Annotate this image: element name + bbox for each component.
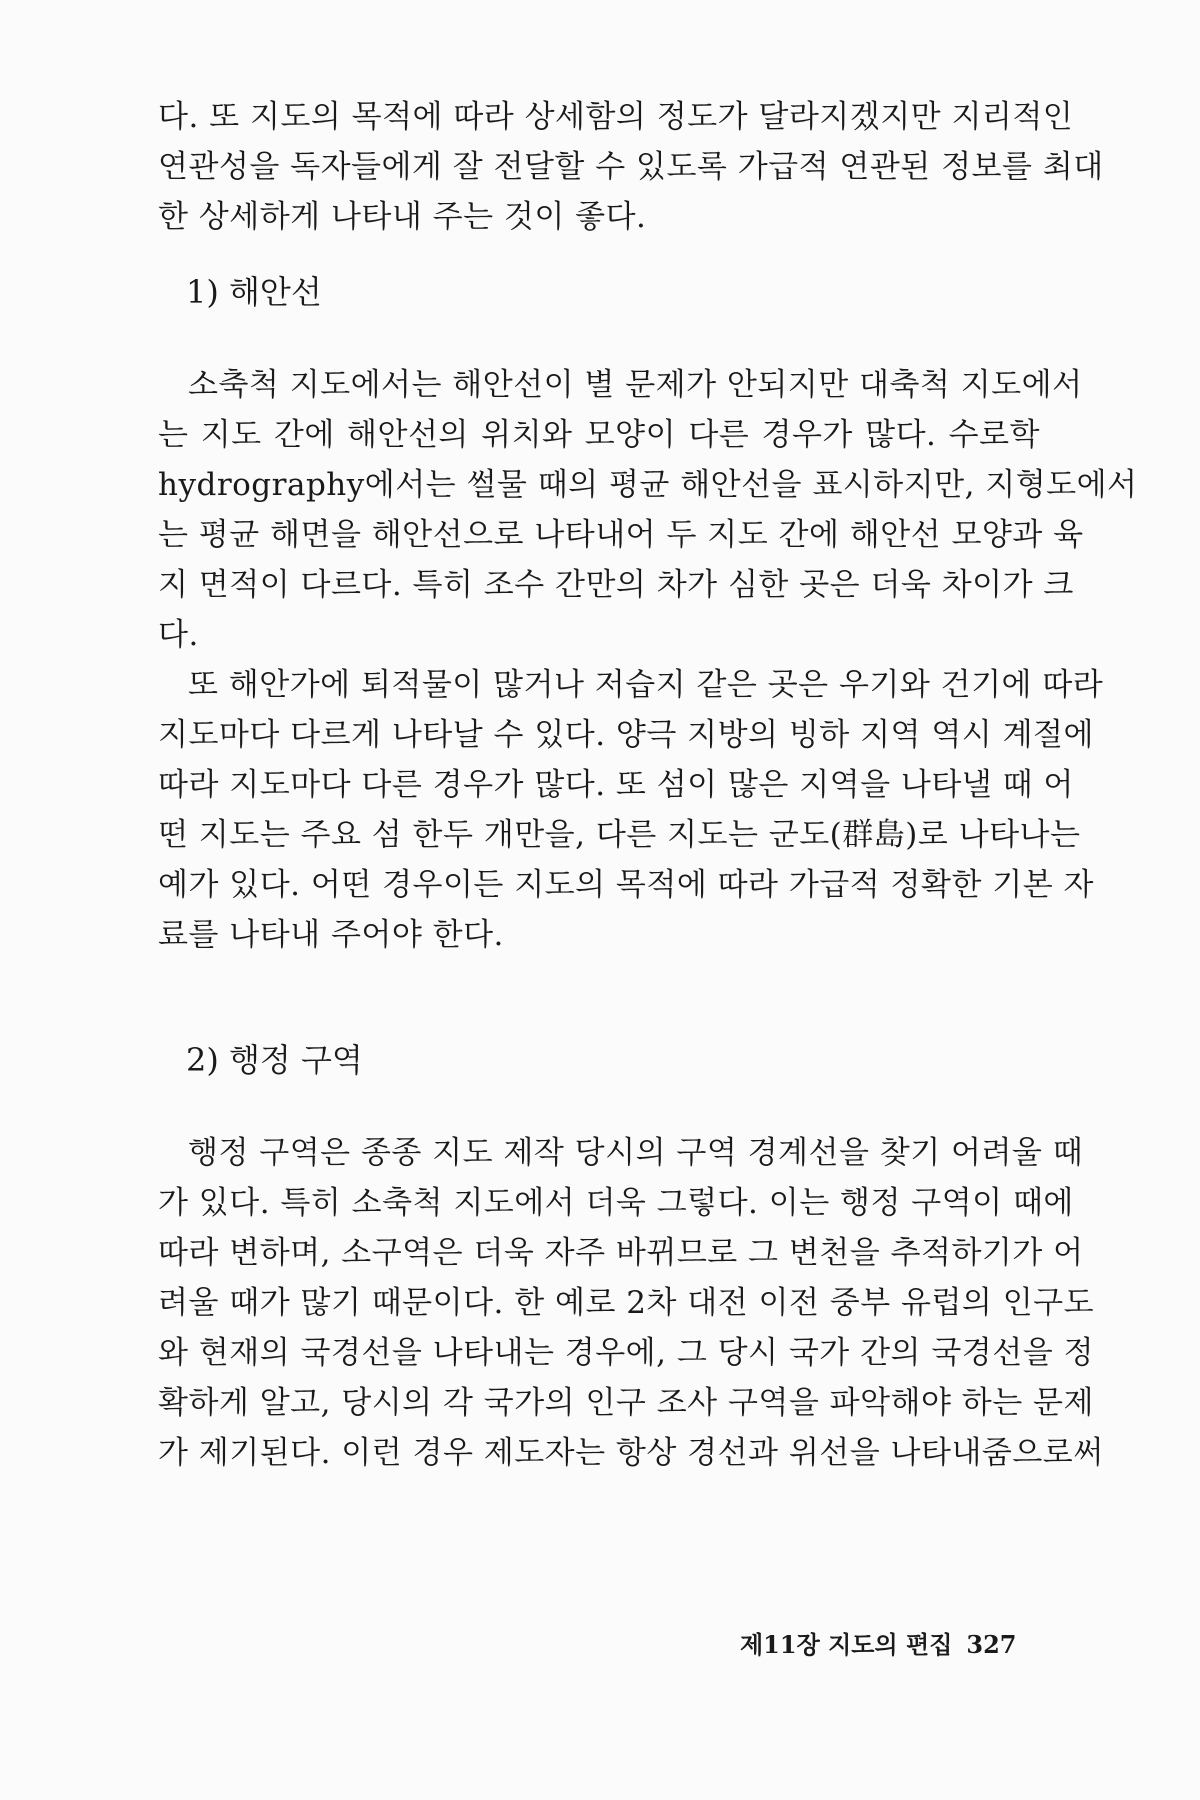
text-line: 행정 구역은 종종 지도 제작 당시의 구역 경계선을 찾기 어려울 때 [188, 1135, 1084, 1171]
text-line: 료를 나타내 주어야 한다. [158, 917, 504, 953]
chapter-title: 제11장 지도의 편집 [740, 1630, 953, 1659]
intro-paragraph [158, 92, 1104, 242]
admin-areas-paragraph-1 [158, 1128, 1104, 1478]
text-line: 따라 지도마다 다른 경우가 많다. 또 섬이 많은 지역을 나타낼 때 어 [158, 767, 1074, 803]
page-number: 327 [966, 1630, 1017, 1659]
text-line: 지 면적이 다르다. 특히 조수 간만의 차가 심한 곳은 더욱 차이가 크 [158, 567, 1074, 603]
coastline-paragraph-1 [158, 360, 1138, 660]
text-line: 다. [158, 617, 199, 653]
text-line: 한 상세하게 나타내 주는 것이 좋다. [158, 199, 647, 235]
text-line: 가 있다. 특히 소축척 지도에서 더욱 그렇다. 이는 행정 구역이 때에 [158, 1185, 1074, 1221]
text-line: 와 현재의 국경선을 나타내는 경우에, 그 당시 국가 간의 국경선을 정 [158, 1335, 1094, 1371]
text-line: 지도마다 다르게 나타날 수 있다. 양극 지방의 빙하 지역 역시 계절에 [158, 717, 1094, 753]
text-line: 떤 지도는 주요 섬 한두 개만을, 다른 지도는 군도(群島)로 나타나는 [158, 817, 1081, 853]
coastline-paragraph-2 [158, 660, 1104, 960]
text-line: 소축척 지도에서는 해안선이 별 문제가 안되지만 대축척 지도에서 [188, 367, 1083, 403]
text-line: 는 평균 해면을 해안선으로 나타내어 두 지도 간에 해안선 모양과 육 [158, 517, 1084, 553]
text-line: 확하게 알고, 당시의 각 국가의 인구 조사 구역을 파악해야 하는 문제 [158, 1385, 1094, 1421]
text-line: 연관성을 독자들에게 잘 전달할 수 있도록 가급적 연관된 정보를 최대 [158, 149, 1104, 185]
page-footer [740, 1630, 1017, 1660]
section-heading-coastline: 1) 해안선 [186, 273, 322, 311]
text-line: 는 지도 간에 해안선의 위치와 모양이 다른 경우가 많다. 수로학 [158, 417, 1040, 453]
text-line: 예가 있다. 어떤 경우이든 지도의 목적에 따라 가급적 정확한 기본 자 [158, 867, 1094, 903]
text-line: 가 제기된다. 이런 경우 제도자는 항상 경선과 위선을 나타내줌으로써 [158, 1435, 1104, 1471]
text-line: 다. 또 지도의 목적에 따라 상세함의 정도가 달라지겠지만 지리적인 [158, 99, 1074, 135]
text-line: 려울 때가 많기 때문이다. 한 예로 2차 대전 이전 중부 유럽의 인구도 [158, 1285, 1095, 1321]
text-line: 따라 변하며, 소구역은 더욱 자주 바뀌므로 그 변천을 추적하기가 어 [158, 1235, 1084, 1271]
text-line: hydrography에서는 썰물 때의 평균 해안선을 표시하지만, 지형도에서 [158, 467, 1138, 503]
text-line: 또 해안가에 퇴적물이 많거나 저습지 같은 곳은 우기와 건기에 따라 [188, 667, 1104, 703]
section-heading-admin-areas: 2) 행정 구역 [186, 1041, 363, 1079]
